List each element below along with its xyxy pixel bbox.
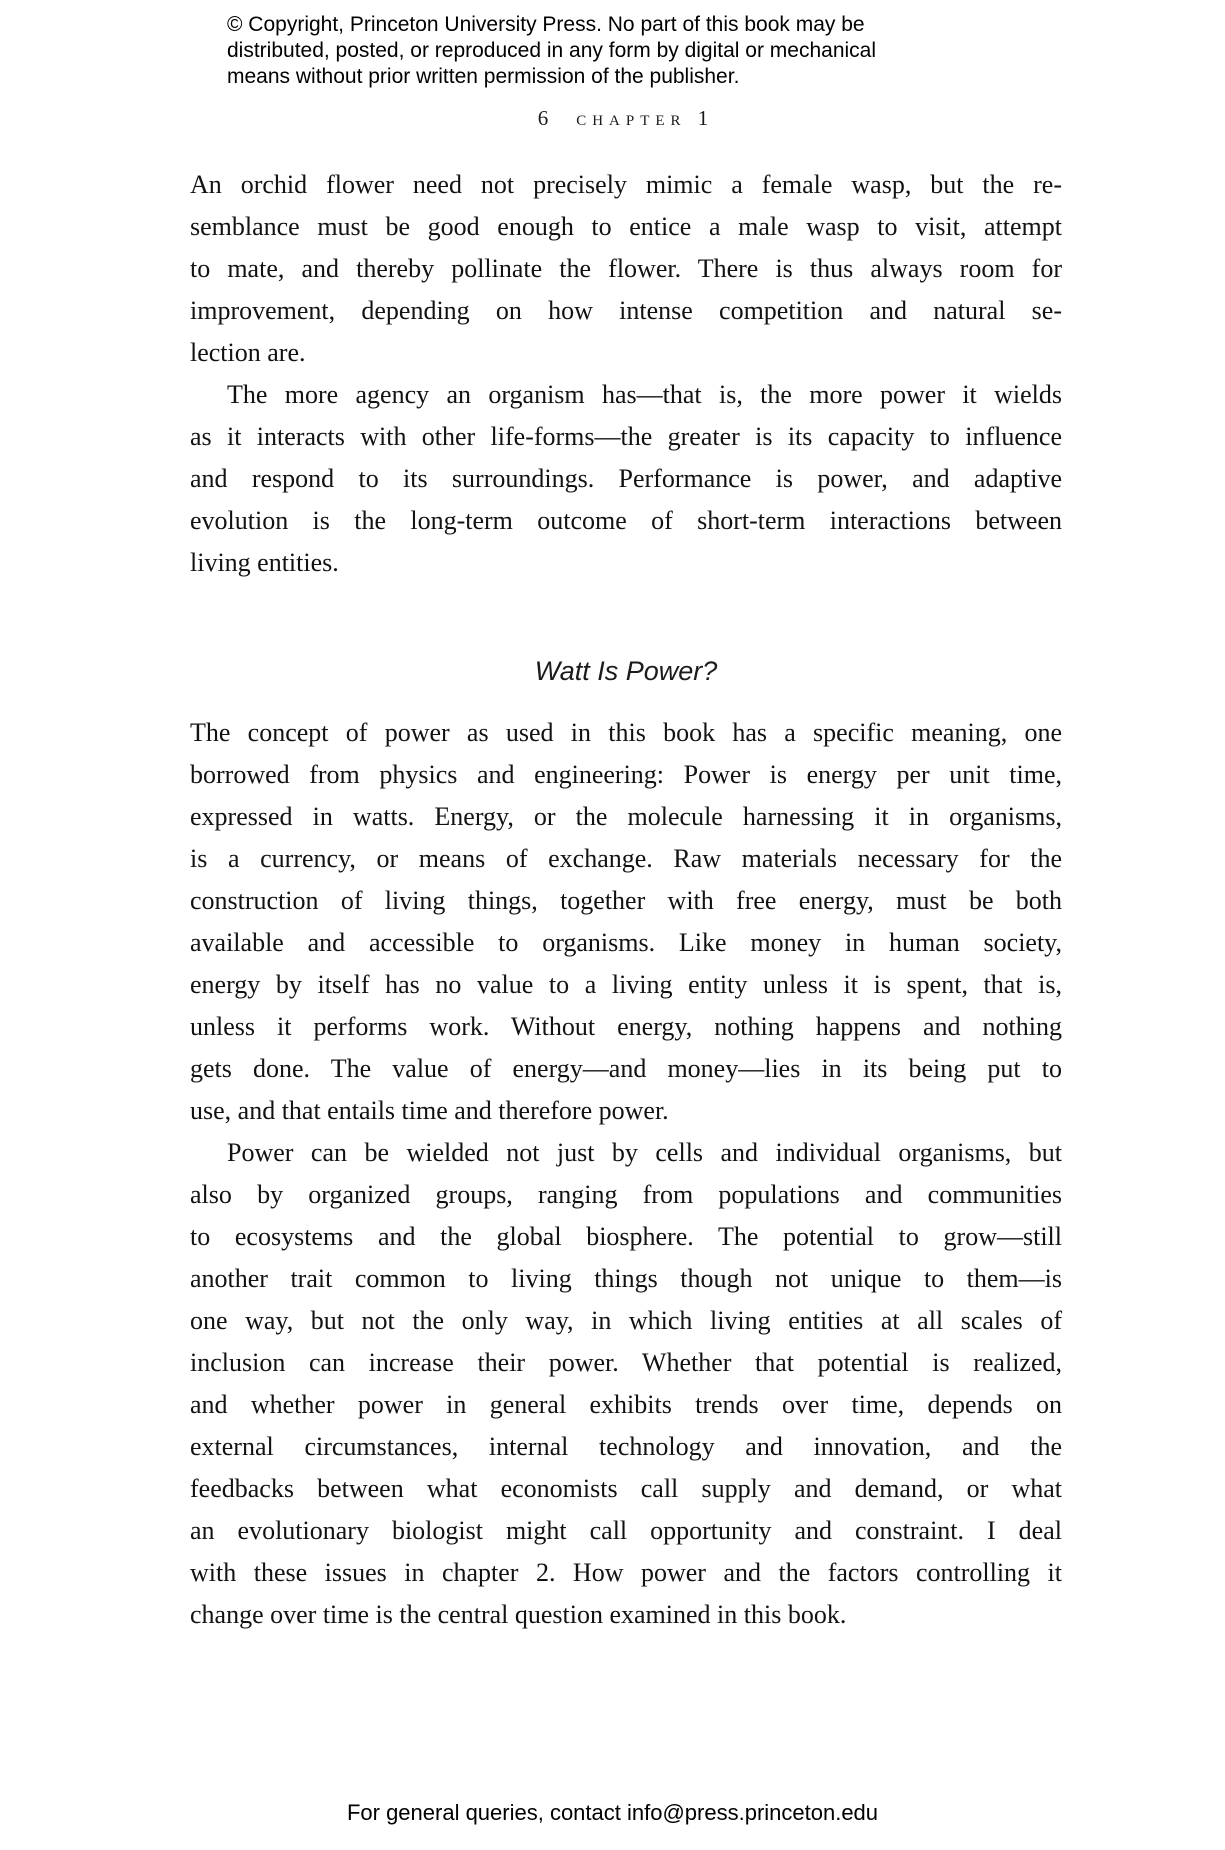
text-line: An orchid flower need not precisely mimic a female wasp, but the re- (190, 170, 1062, 199)
text-line: energy by itself has no value to a living entity unless it is spent, that is, (190, 970, 1062, 999)
text-line: is a currency, or means of exchange. Raw materials necessary for the (190, 844, 1062, 873)
text-line: change over time is the central question examined in this book. (190, 1600, 847, 1629)
text-line: expressed in watts. Energy, or the molecule harnessing it in organisms, (190, 802, 1062, 831)
copyright-line: means without prior written permission of the publisher. (227, 65, 740, 88)
text-line: another trait common to living things though not unique to them—is (190, 1264, 1062, 1293)
text-line: external circumstances, internal technology and innovation, and the (190, 1432, 1062, 1461)
chapter-label: chapter 1 (576, 106, 715, 130)
footer-query-note: For general queries, contact info@press.princeton.edu (346, 1800, 879, 1825)
paragraph (190, 374, 1062, 584)
text-line: improvement, depending on how intense competition and natural se- (190, 296, 1062, 325)
text-line: use, and that entails time and therefore power. (190, 1096, 669, 1125)
text-line: as it interacts with other life-forms—the greater is its capacity to influence (190, 422, 1062, 451)
text-line: also by organized groups, ranging from populations and communities (190, 1180, 1062, 1209)
text-line: semblance must be good enough to entice a male wasp to visit, attempt (190, 212, 1062, 241)
section-opening (190, 164, 1062, 584)
running-head (190, 106, 1062, 131)
text-line: evolution is the long-term outcome of short-term interactions between (190, 506, 1062, 535)
text-line: an evolutionary biologist might call opportunity and constraint. I deal (190, 1516, 1062, 1545)
text-line: one way, but not the only way, in which living entities at all scales of (190, 1306, 1062, 1335)
copyright-line: distributed, posted, or reproduced in any form by digital or mechanical (227, 39, 877, 62)
text-line: and respond to its surroundings. Performance is power, and adaptive (190, 464, 1062, 493)
page-number: 6 (537, 106, 551, 130)
text-line: inclusion can increase their power. Whether that potential is realized, (190, 1348, 1062, 1377)
section-watt-is-power (190, 712, 1062, 1636)
text-line: and whether power in general exhibits trends over time, depends on (190, 1390, 1062, 1419)
text-line: feedbacks between what economists call supply and demand, or what (190, 1474, 1062, 1503)
paragraph (190, 164, 1062, 374)
text-line: with these issues in chapter 2. How power and the factors controlling it (190, 1558, 1062, 1587)
body-text (190, 164, 1062, 1636)
text-line: lection are. (190, 338, 306, 367)
text-line: borrowed from physics and engineering: Power is energy per unit time, (190, 760, 1062, 789)
copyright-line: © Copyright, Princeton University Press. No part of this book may be (227, 13, 865, 36)
text-line: Power can be wielded not just by cells and individual organisms, but (227, 1138, 1062, 1167)
text-line: The concept of power as used in this book has a specific meaning, one (190, 718, 1062, 747)
section-heading: Watt Is Power? (534, 656, 718, 686)
text-line: to mate, and thereby pollinate the flower. There is thus always room for (190, 254, 1062, 283)
text-line: living entities. (190, 548, 339, 577)
text-line: unless it performs work. Without energy, nothing happens and nothing (190, 1012, 1062, 1041)
text-line: The more agency an organism has—that is, the more power it wields (227, 380, 1062, 409)
copyright-notice (227, 12, 876, 90)
text-line: to ecosystems and the global biosphere. The potential to grow—still (190, 1222, 1062, 1251)
paragraph (190, 712, 1062, 1132)
text-line: construction of living things, together with free energy, must be both (190, 886, 1062, 915)
paragraph (190, 1132, 1062, 1636)
text-line: available and accessible to organisms. Like money in human society, (190, 928, 1062, 957)
text-line: gets done. The value of energy—and money—lies in its being put to (190, 1054, 1062, 1083)
